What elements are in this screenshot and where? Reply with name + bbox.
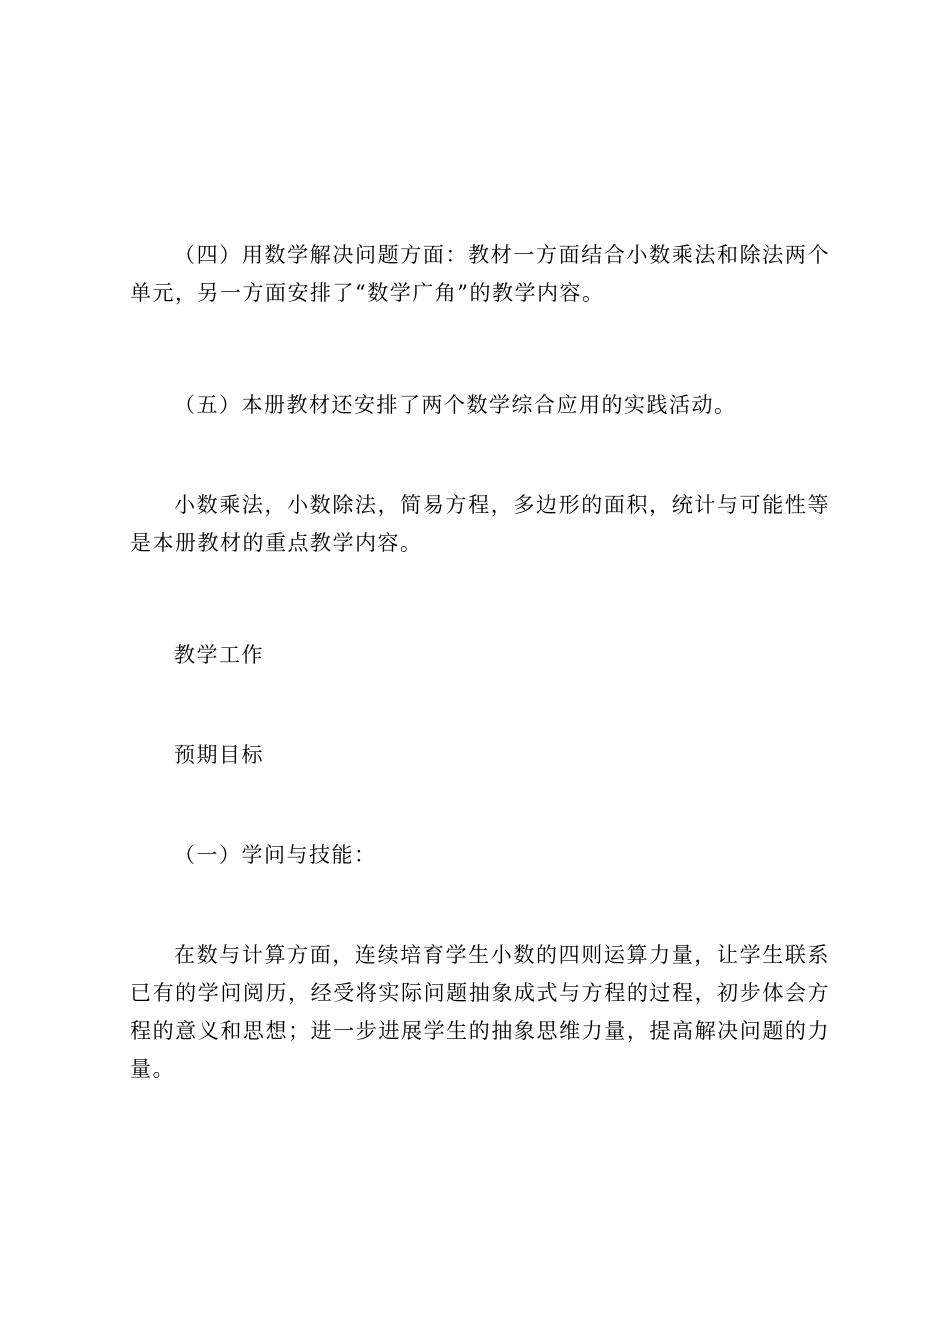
paragraph-number-calculation: 在数与计算方面，连续培育学生小数的四则运算力量，让学生联系已有的学问阅历，经受将实际问题抽象成式与方程的过程，初步体会方程的意义和思想；进一步进展学生的抽象思维力量，提高解决问题的力量。 — [130, 943, 830, 1081]
paragraph-problem-solving: （四）用数学解决问题方面：教材一方面结合小数乘法和除法两个单元，另一方面安排了“数学广角”的教学内容。 — [130, 243, 830, 305]
paragraph-practice-activities: （五）本册教材还安排了两个数学综合应用的实践活动。 — [174, 393, 737, 417]
heading-knowledge-skills: （一）学问与技能： — [174, 843, 377, 867]
heading-teaching-work: 教学工作 — [174, 643, 264, 667]
paragraph-key-content: 小数乘法，小数除法，简易方程，多边形的面积，统计与可能性等是本册教材的重点教学内容。 — [130, 493, 830, 555]
heading-expected-goals: 预期目标 — [174, 743, 264, 767]
